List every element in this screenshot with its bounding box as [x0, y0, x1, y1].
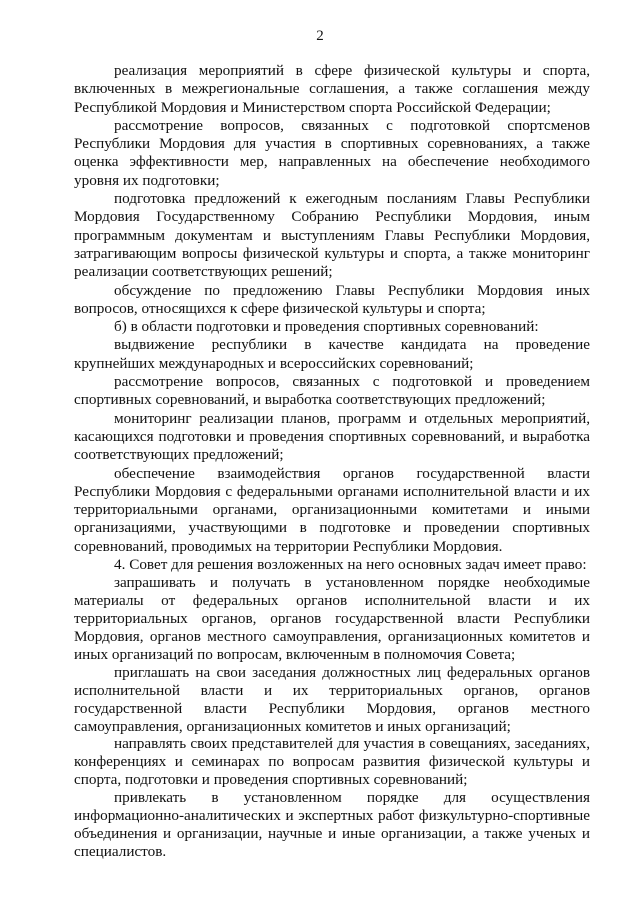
paragraph-proposals-to-addresses: подготовка предложений к ежегодным посланиям Главы Республики Мордовия Государственному Собранию Республики Мордовия, иным программным документам и выступлениям Главы Республики Мордовия, затрагивающим вопросы физической культуры и спорта, а также мониторинг реализации соответствующих решений; — [74, 190, 590, 281]
paragraph-interregional-agreements: реализация мероприятий в сфере физической культуры и спорта, включенных в межрегиональные соглашения, а также соглашения между Республикой Мордовия и Министерством спорта Российской Федерации; — [74, 62, 590, 116]
paragraph-plans-monitoring: мониторинг реализации планов, программ и отдельных мероприятий, касающихся подготовки и проведения спортивных соревнований, и выработка соответствующих предложений; — [74, 409, 590, 464]
paragraph-request-materials: запрашивать и получать в установленном порядке необходимые материалы от федеральных органов исполнительной власти и их территориальных органов, органов государственной власти Республики Мордовия, органов местного самоуправления, организационных комитетов и иных организаций по вопросам, включенным в полномочия Совета; — [74, 574, 590, 663]
paragraph-interaction-of-bodies: обеспечение взаимодействия органов государственной власти Республики Мордовия с федеральными органами исполнительной власти и их территориальными органами, организационными комитетами и иными организациями, участвующими в подготовке и проведении спортивных соревнований, проводимых на территории Республики Мордовия. — [74, 464, 590, 555]
paragraph-council-rights-heading: 4. Совет для решения возложенных на него основных задач имеет право: — [114, 556, 587, 574]
paragraph-candidate-nomination: выдвижение республики в качестве кандидата на проведение крупнейших международных и всероссийских соревнований; — [74, 336, 590, 372]
paragraph-engage-organizations: привлекать в установленном порядке для осуществления информационно-аналитических и экспертных работ физкультурно-спортивные объединения и организации, научные и иные организации, а также ученых и специалистов. — [74, 789, 590, 860]
paragraph-section-b-heading: б) в области подготовки и проведения спортивных соревнований: — [114, 318, 539, 336]
page-number: 2 — [316, 28, 324, 44]
document-body — [74, 62, 590, 861]
paragraph-other-issues: обсуждение по предложению Главы Республики Мордовия иных вопросов, относящихся к сфере физической культуры и спорта; — [74, 281, 590, 317]
paragraph-athlete-preparation: рассмотрение вопросов, связанных с подготовкой спортсменов Республики Мордовия для участия в спортивных соревнованиях, а также оценка эффективности мер, направленных на обеспечение необходимого уровня их подготовки; — [74, 116, 590, 189]
paragraph-invite-officials: приглашать на свои заседания должностных лиц федеральных органов исполнительной власти и их территориальных органов, органов государственной власти Республики Мордовия, органов местного самоуправления, организационных комитетов и иных организаций; — [74, 663, 590, 735]
paragraph-send-representatives: направлять своих представителей для участия в совещаниях, заседаниях, конференциях и семинарах по вопросам развития физической культуры и спорта, подготовки и проведения спортивных соревнований; — [74, 735, 590, 789]
paragraph-competition-issues: рассмотрение вопросов, связанных с подготовкой и проведением спортивных соревнований, и выработка соответствующих предложений; — [74, 373, 590, 409]
